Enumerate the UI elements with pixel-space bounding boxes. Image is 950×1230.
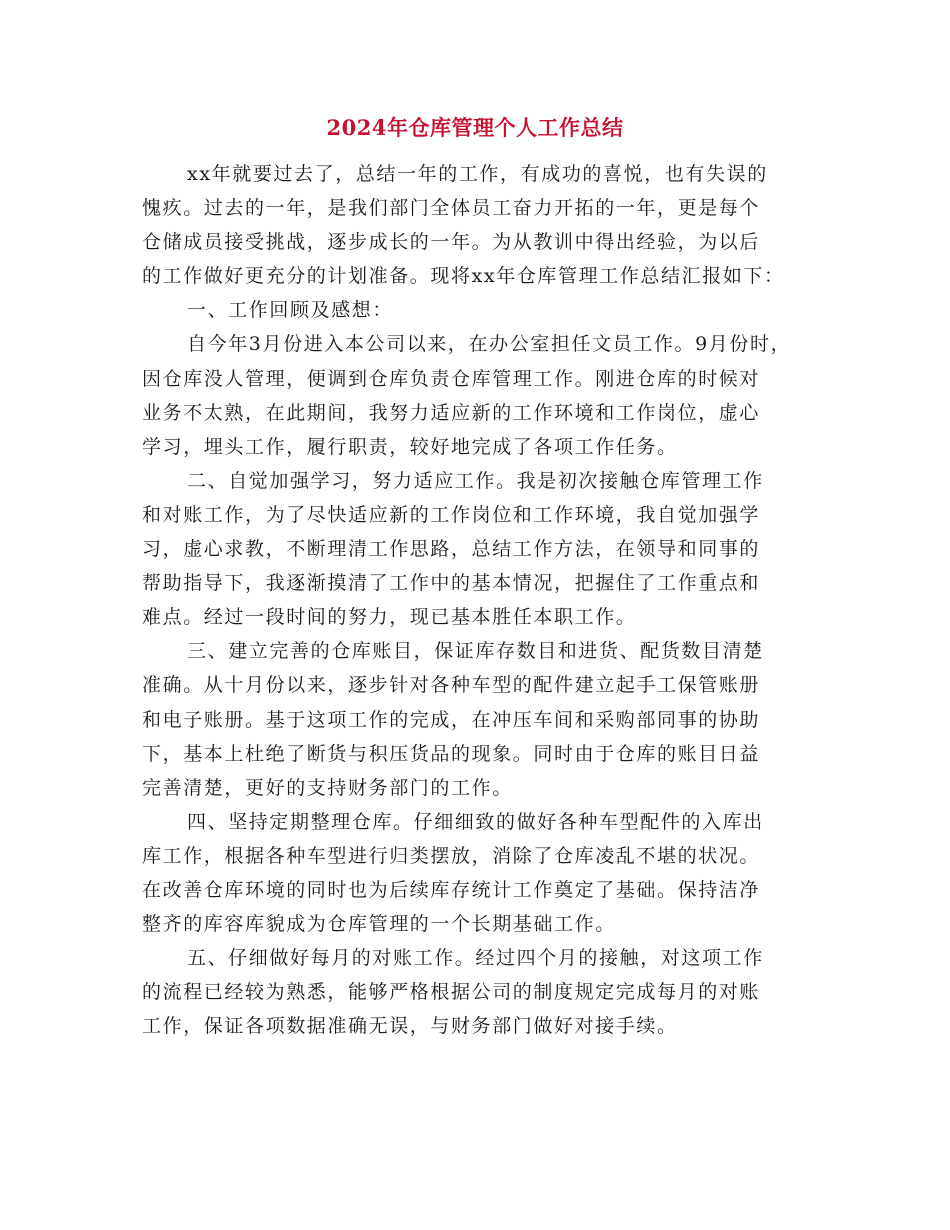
body-line: 五、仔细做好每月的对账工作。经过四个月的接触，对这项工作 (187, 947, 764, 970)
body-line: 和电子账册。基于这项工作的完成，在冲压车间和采购部同事的协助 (142, 708, 761, 731)
body-line: 仓储成员接受挑战，逐步成长的一年。为从教训中得出经验，为以后 (142, 231, 761, 254)
body-line: 自今年3月份进入本公司以来，在办公室担任文员工作。9月份时， (187, 333, 792, 356)
body-line: xx年就要过去了，总结一年的工作，有成功的喜悦，也有失误的 (187, 163, 768, 185)
body-line: 库工作，根据各种车型进行归类摆放，消除了仓库凌乱不堪的状况。 (142, 844, 761, 867)
body-line: 和对账工作，为了尽快适应新的工作岗位和工作环境，我自觉加强学 (142, 503, 761, 526)
body-line: 一、工作回顾及感想： (187, 299, 394, 322)
body-line: 愧疚。过去的一年，是我们部门全体员工奋力开拓的一年，更是每个 (142, 197, 761, 220)
body-line: 学习，埋头工作，履行职责，较好地完成了各项工作任务。 (142, 435, 678, 458)
body-line: 三、建立完善的仓库账目，保证库存数目和进货、配货数目清楚 (187, 640, 764, 663)
body-line: 准确。从十月份以来，逐步针对各种车型的配件建立起手工保管账册 (142, 674, 761, 697)
body-line: 难点。经过一段时间的努力，现已基本胜任本职工作。 (142, 606, 637, 629)
body-line: 业务不太熟，在此期间，我努力适应新的工作环境和工作岗位，虚心 (142, 401, 761, 424)
body-line: 工作，保证各项数据准确无误，与财务部门做好对接手续。 (142, 1015, 678, 1038)
document-body (142, 157, 832, 1043)
body-line: 四、坚持定期整理仓库。仔细细致的做好各种车型配件的入库出 (187, 810, 764, 833)
body-line: 整齐的库容库貌成为仓库管理的一个长期基础工作。 (142, 913, 616, 936)
body-line: 的工作做好更充分的计划准备。现将xx年仓库管理工作总结汇报如下： (142, 265, 785, 288)
body-line: 的流程已经较为熟悉，能够严格根据公司的制度规定完成每月的对账 (142, 981, 761, 1004)
body-line: 因仓库没人管理，便调到仓库负责仓库管理工作。刚进仓库的时候对 (142, 367, 761, 390)
body-line: 二、自觉加强学习，努力适应工作。我是初次接触仓库管理工作 (187, 469, 764, 492)
body-line: 帮助指导下，我逐渐摸清了工作中的基本情况，把握住了工作重点和 (142, 572, 761, 595)
body-line: 完善清楚，更好的支持财务部门的工作。 (142, 776, 513, 799)
body-line: 下，基本上杜绝了断货与积压货品的现象。同时由于仓库的账目日益 (142, 742, 761, 765)
document-title: 2024年仓库管理个人工作总结 (326, 115, 624, 140)
body-line: 习，虚心求教，不断理清工作思路，总结工作方法，在领导和同事的 (142, 538, 761, 561)
body-line: 在改善仓库环境的同时也为后续库存统计工作奠定了基础。保持洁净 (142, 878, 761, 901)
